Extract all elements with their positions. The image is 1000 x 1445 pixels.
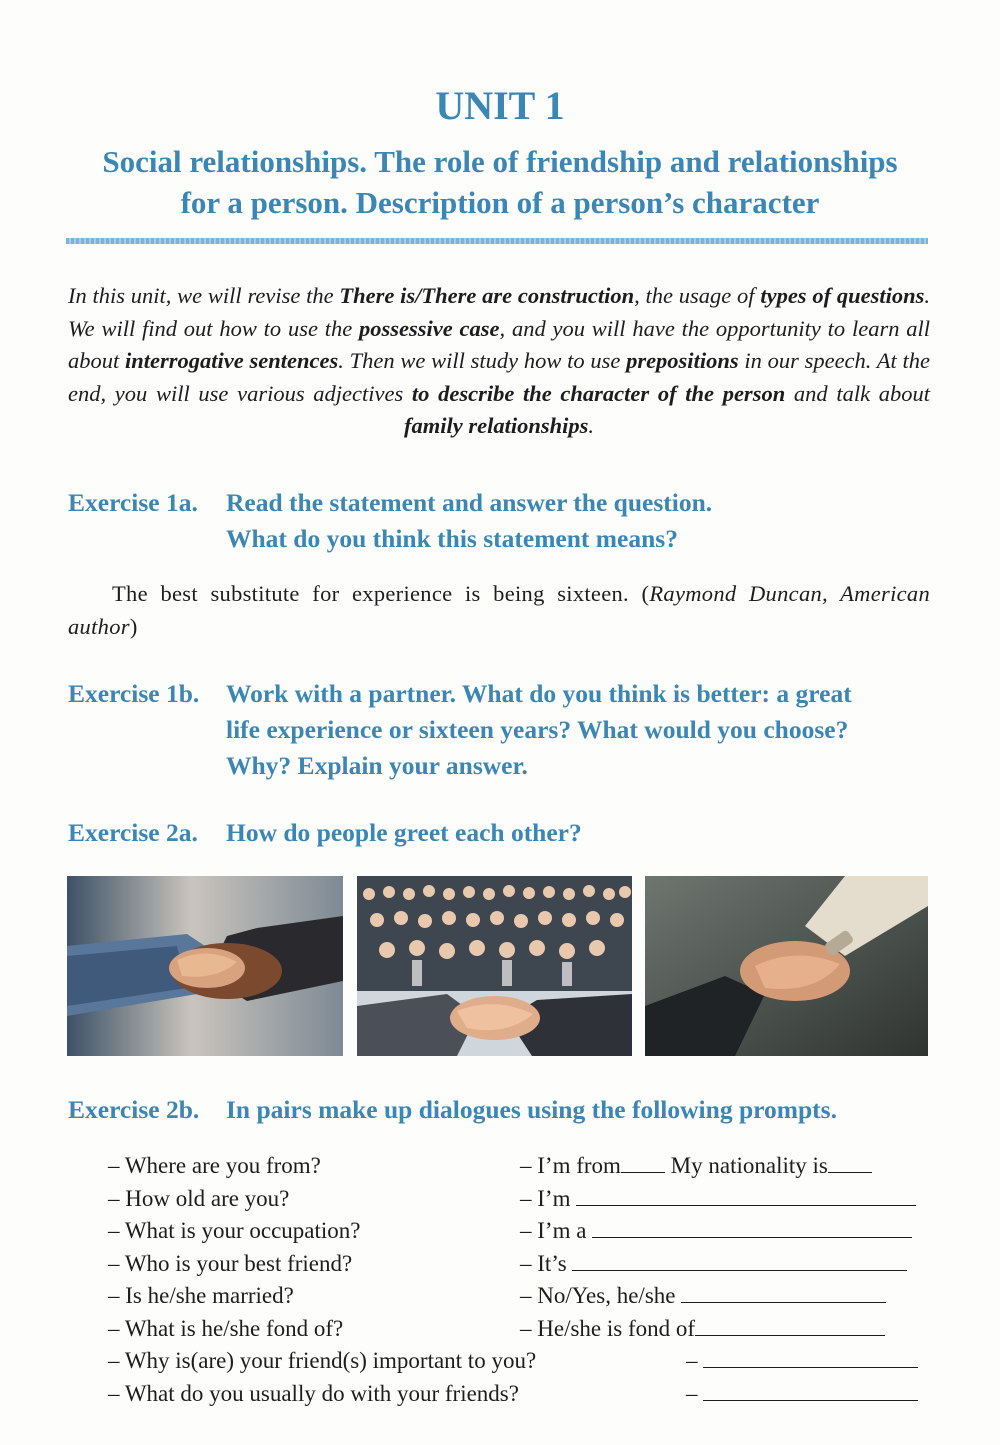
exercise-2b-heading xyxy=(68,1092,837,1128)
prompt-answer xyxy=(686,1378,918,1411)
dialogue-prompts xyxy=(108,1150,928,1410)
quote-close: ) xyxy=(129,614,138,639)
prompt-question: – Who is your best friend? xyxy=(108,1250,353,1276)
prompt-question: – How old are you? xyxy=(108,1185,290,1211)
answer-blank[interactable] xyxy=(592,1216,912,1238)
handshake-photo-1 xyxy=(67,876,343,1056)
prompt-question: – What is your occupation? xyxy=(108,1218,361,1243)
intro-emphasis: prepositions xyxy=(626,348,739,374)
dialogue-row xyxy=(108,1215,928,1248)
answer-text: My nationality is xyxy=(664,1153,828,1178)
prompt-question: – Where are you from? xyxy=(108,1153,321,1178)
answer-text: – I’m a xyxy=(520,1218,593,1243)
intro-text: , the usage of xyxy=(634,283,761,308)
intro-text: . Then we will study how to use xyxy=(338,348,627,374)
prompt-answer xyxy=(520,1183,916,1216)
prompt-answer xyxy=(520,1248,907,1281)
answer-blank[interactable] xyxy=(576,1184,916,1206)
answer-blank[interactable] xyxy=(621,1151,665,1173)
answer-text: – It’s xyxy=(520,1250,573,1276)
exercise-label: Exercise 1b. xyxy=(68,679,200,708)
prompt-answer xyxy=(520,1215,912,1248)
prompt-question: – Why is(are) your friend(s) important to you? xyxy=(108,1348,537,1373)
answer-text: – I’m xyxy=(520,1185,577,1211)
intro-text: In this unit, we will revise the xyxy=(68,283,340,308)
answer-text: – No/Yes, he/she xyxy=(520,1283,682,1308)
intro-paragraph xyxy=(68,280,930,443)
title-divider xyxy=(66,238,928,244)
prompt-answer xyxy=(686,1345,918,1378)
prompt-question: – What do you usually do with your friends? xyxy=(108,1380,519,1406)
crowd-handshake-photo xyxy=(357,876,632,1056)
exercise-label: Exercise 2a. xyxy=(68,818,198,847)
subtitle-line-1: Social relationships. The role of friendship and relationships xyxy=(102,144,898,179)
dialogue-row xyxy=(108,1248,928,1281)
prompt-question: – Is he/she married? xyxy=(108,1283,294,1308)
exercise-label: Exercise 2b. xyxy=(68,1095,200,1124)
intro-emphasis: possessive case xyxy=(359,315,500,341)
exercise-instruction: Work with a partner. What do you think is better: a great xyxy=(226,679,852,708)
answer-blank[interactable] xyxy=(572,1249,907,1271)
unit-subtitle xyxy=(60,141,940,223)
exercise-2a-heading xyxy=(68,815,582,851)
prompt-answer xyxy=(520,1280,886,1313)
intro-text: . xyxy=(588,413,595,439)
exercise-instruction: Read the statement and answer the question. xyxy=(226,488,713,517)
exercise-1a-heading xyxy=(68,485,712,557)
dialogue-row xyxy=(108,1313,928,1346)
unit-title: UNIT 1 xyxy=(435,83,565,128)
handshake-photo-2 xyxy=(645,876,928,1056)
answer-text: – xyxy=(686,1380,704,1406)
answer-text: – xyxy=(686,1348,704,1373)
quote-author: Raymond Duncan, American author xyxy=(68,581,931,639)
dialogue-row xyxy=(108,1378,928,1411)
exercise-instruction: What do you think this statement means? xyxy=(226,524,678,553)
dialogue-row xyxy=(108,1345,928,1378)
prompt-answer xyxy=(520,1313,885,1346)
exercise-instruction: How do people greet each other? xyxy=(226,818,582,847)
answer-blank[interactable] xyxy=(703,1379,918,1401)
subtitle-line-2: for a person. Description of a person’s character xyxy=(180,185,820,220)
prompt-question: – What is he/she fond of? xyxy=(108,1315,344,1341)
exercise-instruction: Why? Explain your answer. xyxy=(226,751,528,780)
answer-blank[interactable] xyxy=(828,1151,872,1173)
intro-text: in our speech. At the end, you will use various adjectives xyxy=(68,348,930,406)
quote-text: The best substitute for experience is being sixteen. ( xyxy=(112,581,650,606)
intro-emphasis: family relationships xyxy=(403,413,589,439)
exercise-instruction: life experience or sixteen years? What would you choose? xyxy=(226,715,849,744)
answer-blank[interactable] xyxy=(695,1314,885,1336)
answer-text: – He/she is fond of xyxy=(520,1315,696,1341)
answer-blank[interactable] xyxy=(703,1346,918,1368)
prompt-answer xyxy=(520,1150,872,1183)
intro-text: and talk about xyxy=(785,380,931,406)
quote-paragraph xyxy=(68,577,930,643)
dialogue-row xyxy=(108,1280,928,1313)
exercise-1b-heading xyxy=(68,676,852,784)
answer-text: – I’m from xyxy=(520,1153,621,1178)
answer-blank[interactable] xyxy=(681,1281,886,1303)
dialogue-row xyxy=(108,1150,928,1183)
intro-text: , and you will have the opportunity to learn all about xyxy=(68,315,930,374)
intro-emphasis: interrogative sentences xyxy=(125,348,339,374)
intro-emphasis: There is/There are construction xyxy=(339,283,635,308)
dialogue-row xyxy=(108,1183,928,1216)
intro-text: . We will find out how to use the xyxy=(68,283,930,341)
intro-emphasis: to describe the character of the person xyxy=(411,380,786,406)
exercise-instruction: In pairs make up dialogues using the following prompts. xyxy=(226,1095,837,1124)
intro-emphasis: types of questions xyxy=(760,283,925,308)
exercise-label: Exercise 1a. xyxy=(68,488,198,517)
